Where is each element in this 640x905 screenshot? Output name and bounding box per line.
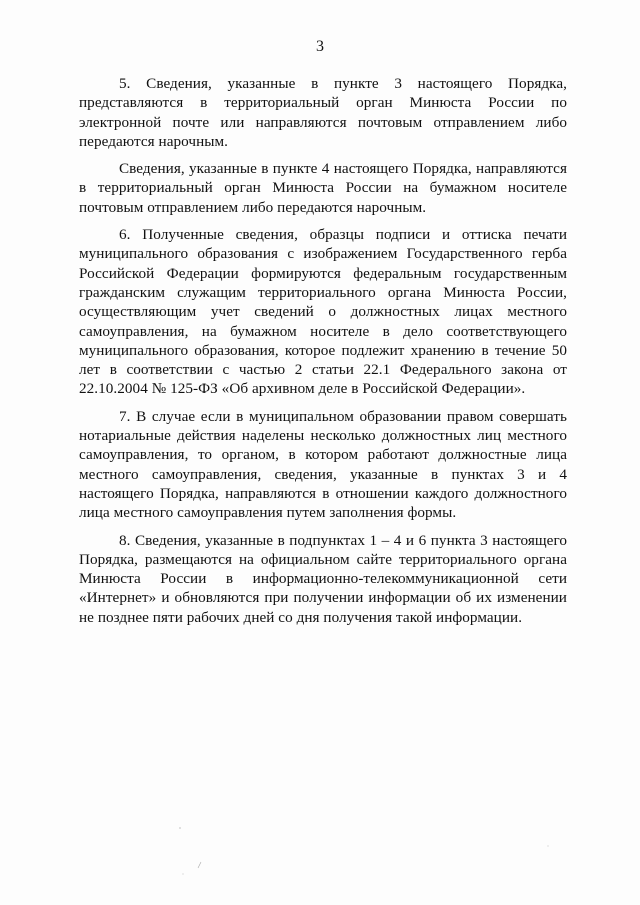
document-body: [79, 74, 567, 635]
paragraph-5-continued: Сведения, указанные в пункте 4 настоящего Порядка, направляются в территориальный орган Минюста России на бумажном носителе почтовым отправлением либо передаются нарочным.: [79, 160, 567, 216]
paragraph-6: 6. Полученные сведения, образцы подписи и оттиска печати муниципального образования с изображением Государственного герба Российской Федерации формируются федеральным государственным гражданским служащим территориального органа Минюста России, осуществляющим учет сведений о должностных лицах местного самоуправления, на бумажном носителе в дело соответствующего муниципального образования, которое подлежит хранению в течение 50 лет в соответствии с частью 2 статьи 22.1 Федерального закона от 22.10.2004 № 125-ФЗ «Об архивном деле в Российской Федерации».: [79, 226, 567, 398]
page-number: 3: [316, 38, 324, 55]
paragraph-5: 5. Сведения, указанные в пункте 3 настоящего Порядка, представляются в территориальный орган Минюста России по электронной почте или направляются почтовым отправлением либо передаются нарочным.: [79, 75, 567, 150]
paragraph-7: 7. В случае если в муниципальном образовании правом совершать нотариальные действия наделены несколько должностных лиц местного самоуправления, то органом, в котором работают должностные лица местного самоуправления, сведения, указанные в пунктах 3 и 4 настоящего Порядка, направляются в отношении каждого должностного лица местного самоуправления путем заполнения формы.: [79, 407, 567, 522]
paragraph-8: 8. Сведения, указанные в подпунктах 1 – 4 и 6 пункта 3 настоящего Порядка, размещаются на официальном сайте территориального органа Минюста России в информационно-телекоммуникационной сети «Интернет» и обновляются при получении информации об их изменении не позднее пяти рабочих дней со дня получения такой информации.: [79, 531, 567, 626]
